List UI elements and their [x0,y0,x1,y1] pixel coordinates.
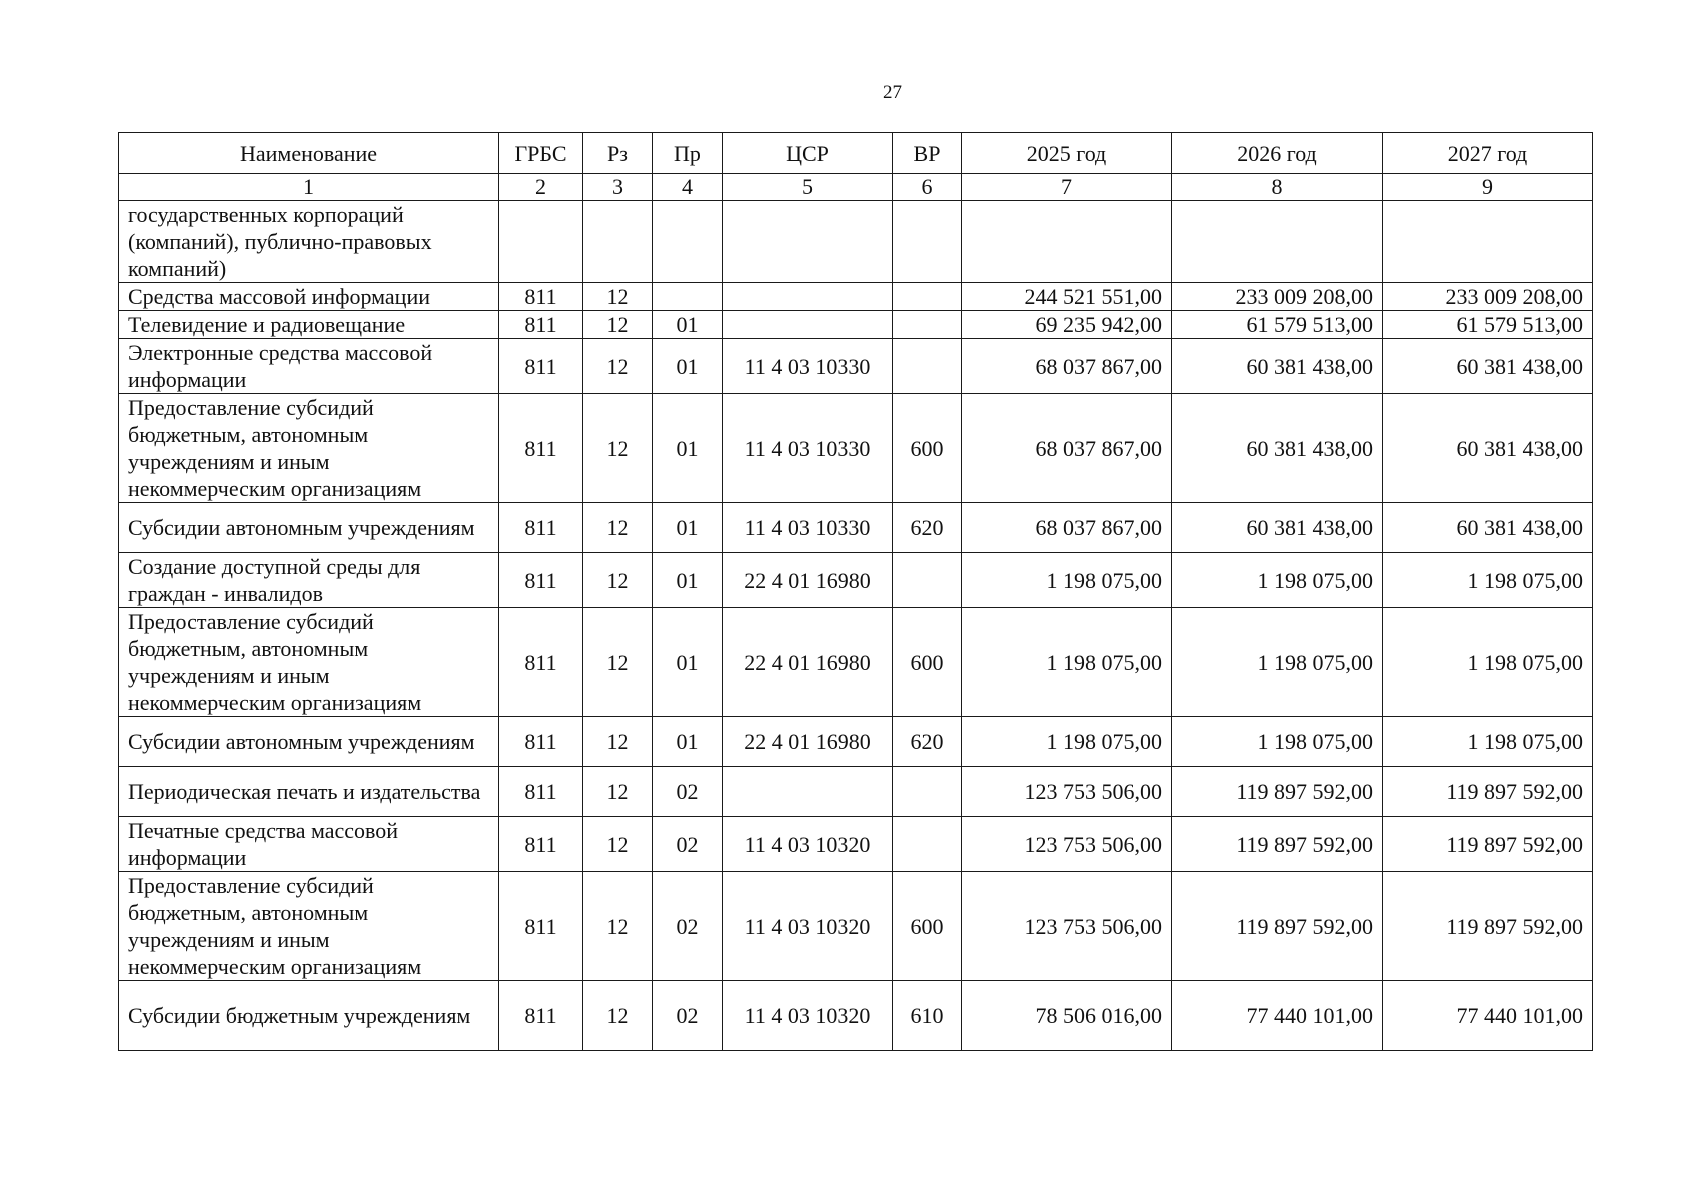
amount-2025: 1 198 075,00 [962,553,1172,608]
pr-cell: 01 [653,553,723,608]
column-number: 6 [893,174,962,201]
csr-cell: 11 4 03 10330 [723,503,893,553]
amount-2027: 77 440 101,00 [1383,981,1593,1051]
grbs-cell: 811 [499,339,583,394]
amount-2027 [1383,201,1593,283]
grbs-cell: 811 [499,981,583,1051]
amount-2027: 119 897 592,00 [1383,872,1593,981]
grbs-cell: 811 [499,608,583,717]
amount-2027: 1 198 075,00 [1383,553,1593,608]
rz-cell: 12 [583,503,653,553]
vr-cell: 600 [893,608,962,717]
rz-cell: 12 [583,817,653,872]
grbs-cell: 811 [499,767,583,817]
table-row [119,608,1593,717]
csr-cell [723,283,893,311]
amount-2026: 119 897 592,00 [1172,872,1383,981]
amount-2027: 233 009 208,00 [1383,283,1593,311]
amount-2027: 60 381 438,00 [1383,339,1593,394]
rz-cell: 12 [583,981,653,1051]
amount-2026: 119 897 592,00 [1172,817,1383,872]
rz-cell: 12 [583,553,653,608]
table-row [119,553,1593,608]
header-pr: Пр [653,133,723,174]
pr-cell: 01 [653,608,723,717]
vr-cell: 620 [893,717,962,767]
csr-cell [723,201,893,283]
row-name: Создание доступной среды для граждан - инвалидов [119,553,499,608]
grbs-cell [499,201,583,283]
amount-2025: 1 198 075,00 [962,717,1172,767]
amount-2025: 68 037 867,00 [962,503,1172,553]
header-grbs: ГРБС [499,133,583,174]
header-rz: Рз [583,133,653,174]
amount-2026: 61 579 513,00 [1172,311,1383,339]
vr-cell: 620 [893,503,962,553]
amount-2027: 61 579 513,00 [1383,311,1593,339]
vr-cell [893,553,962,608]
grbs-cell: 811 [499,311,583,339]
table-row [119,283,1593,311]
grbs-cell: 811 [499,553,583,608]
header-2026: 2026 год [1172,133,1383,174]
amount-2025: 1 198 075,00 [962,608,1172,717]
column-number: 7 [962,174,1172,201]
csr-cell: 22 4 01 16980 [723,717,893,767]
column-number: 2 [499,174,583,201]
grbs-cell: 811 [499,717,583,767]
rz-cell: 12 [583,339,653,394]
amount-2027: 60 381 438,00 [1383,503,1593,553]
table-row [119,872,1593,981]
table-row [119,981,1593,1051]
amount-2026: 77 440 101,00 [1172,981,1383,1051]
csr-cell: 11 4 03 10330 [723,339,893,394]
row-name: Печатные средства массовой информации [119,817,499,872]
header-name: Наименование [119,133,499,174]
amount-2027: 119 897 592,00 [1383,767,1593,817]
vr-cell [893,201,962,283]
pr-cell: 02 [653,872,723,981]
amount-2025: 123 753 506,00 [962,872,1172,981]
amount-2025: 78 506 016,00 [962,981,1172,1051]
amount-2027: 1 198 075,00 [1383,717,1593,767]
pr-cell: 02 [653,817,723,872]
rz-cell [583,201,653,283]
header-2027: 2027 год [1383,133,1593,174]
column-number: 9 [1383,174,1593,201]
amount-2025: 69 235 942,00 [962,311,1172,339]
budget-table [118,132,1593,1051]
vr-cell [893,767,962,817]
rz-cell: 12 [583,283,653,311]
table-row [119,503,1593,553]
column-number: 1 [119,174,499,201]
csr-cell [723,767,893,817]
table-row [119,717,1593,767]
amount-2025 [962,201,1172,283]
amount-2026: 60 381 438,00 [1172,339,1383,394]
column-number: 5 [723,174,893,201]
row-name: Предоставление субсидий бюджетным, автономным учреждениям и иным некоммерческим организациям [119,394,499,503]
csr-cell: 11 4 03 10320 [723,872,893,981]
amount-2027: 119 897 592,00 [1383,817,1593,872]
amount-2026: 1 198 075,00 [1172,553,1383,608]
pr-cell: 01 [653,503,723,553]
row-name: Субсидии бюджетным учреждениям [119,981,499,1051]
pr-cell: 01 [653,311,723,339]
column-number-row [119,174,1593,201]
column-number: 4 [653,174,723,201]
column-number: 8 [1172,174,1383,201]
header-csr: ЦСР [723,133,893,174]
amount-2027: 60 381 438,00 [1383,394,1593,503]
table-row [119,201,1593,283]
pr-cell: 02 [653,981,723,1051]
grbs-cell: 811 [499,503,583,553]
table-row [119,339,1593,394]
amount-2025: 68 037 867,00 [962,394,1172,503]
amount-2025: 123 753 506,00 [962,817,1172,872]
grbs-cell: 811 [499,283,583,311]
row-name: Электронные средства массовой информации [119,339,499,394]
pr-cell [653,201,723,283]
amount-2026: 60 381 438,00 [1172,394,1383,503]
vr-cell: 600 [893,872,962,981]
table-row [119,394,1593,503]
rz-cell: 12 [583,717,653,767]
amount-2025: 68 037 867,00 [962,339,1172,394]
table-row [119,311,1593,339]
rz-cell: 12 [583,311,653,339]
row-name: Субсидии автономным учреждениям [119,503,499,553]
grbs-cell: 811 [499,872,583,981]
page-number: 27 [883,82,902,103]
column-number: 3 [583,174,653,201]
rz-cell: 12 [583,394,653,503]
header-row [119,133,1593,174]
csr-cell [723,311,893,339]
rz-cell: 12 [583,872,653,981]
amount-2026: 119 897 592,00 [1172,767,1383,817]
row-name: Телевидение и радиовещание [119,311,499,339]
row-name: Предоставление субсидий бюджетным, автономным учреждениям и иным некоммерческим организациям [119,608,499,717]
csr-cell: 11 4 03 10320 [723,817,893,872]
pr-cell [653,283,723,311]
vr-cell [893,339,962,394]
row-name: Предоставление субсидий бюджетным, автономным учреждениям и иным некоммерческим организациям [119,872,499,981]
pr-cell: 01 [653,339,723,394]
pr-cell: 01 [653,717,723,767]
csr-cell: 22 4 01 16980 [723,553,893,608]
amount-2025: 123 753 506,00 [962,767,1172,817]
row-name: Субсидии автономным учреждениям [119,717,499,767]
vr-cell [893,283,962,311]
row-name: государственных корпораций (компаний), публично-правовых компаний) [119,201,499,283]
rz-cell: 12 [583,767,653,817]
header-vr: ВР [893,133,962,174]
amount-2026: 1 198 075,00 [1172,608,1383,717]
grbs-cell: 811 [499,394,583,503]
csr-cell: 11 4 03 10330 [723,394,893,503]
table-row [119,767,1593,817]
amount-2027: 1 198 075,00 [1383,608,1593,717]
amount-2026: 233 009 208,00 [1172,283,1383,311]
vr-cell [893,817,962,872]
csr-cell: 11 4 03 10320 [723,981,893,1051]
pr-cell: 02 [653,767,723,817]
amount-2026: 60 381 438,00 [1172,503,1383,553]
row-name: Периодическая печать и издательства [119,767,499,817]
csr-cell: 22 4 01 16980 [723,608,893,717]
amount-2026 [1172,201,1383,283]
amount-2025: 244 521 551,00 [962,283,1172,311]
amount-2026: 1 198 075,00 [1172,717,1383,767]
grbs-cell: 811 [499,817,583,872]
vr-cell: 610 [893,981,962,1051]
table-row [119,817,1593,872]
rz-cell: 12 [583,608,653,717]
header-2025: 2025 год [962,133,1172,174]
pr-cell: 01 [653,394,723,503]
row-name: Средства массовой информации [119,283,499,311]
vr-cell [893,311,962,339]
vr-cell: 600 [893,394,962,503]
